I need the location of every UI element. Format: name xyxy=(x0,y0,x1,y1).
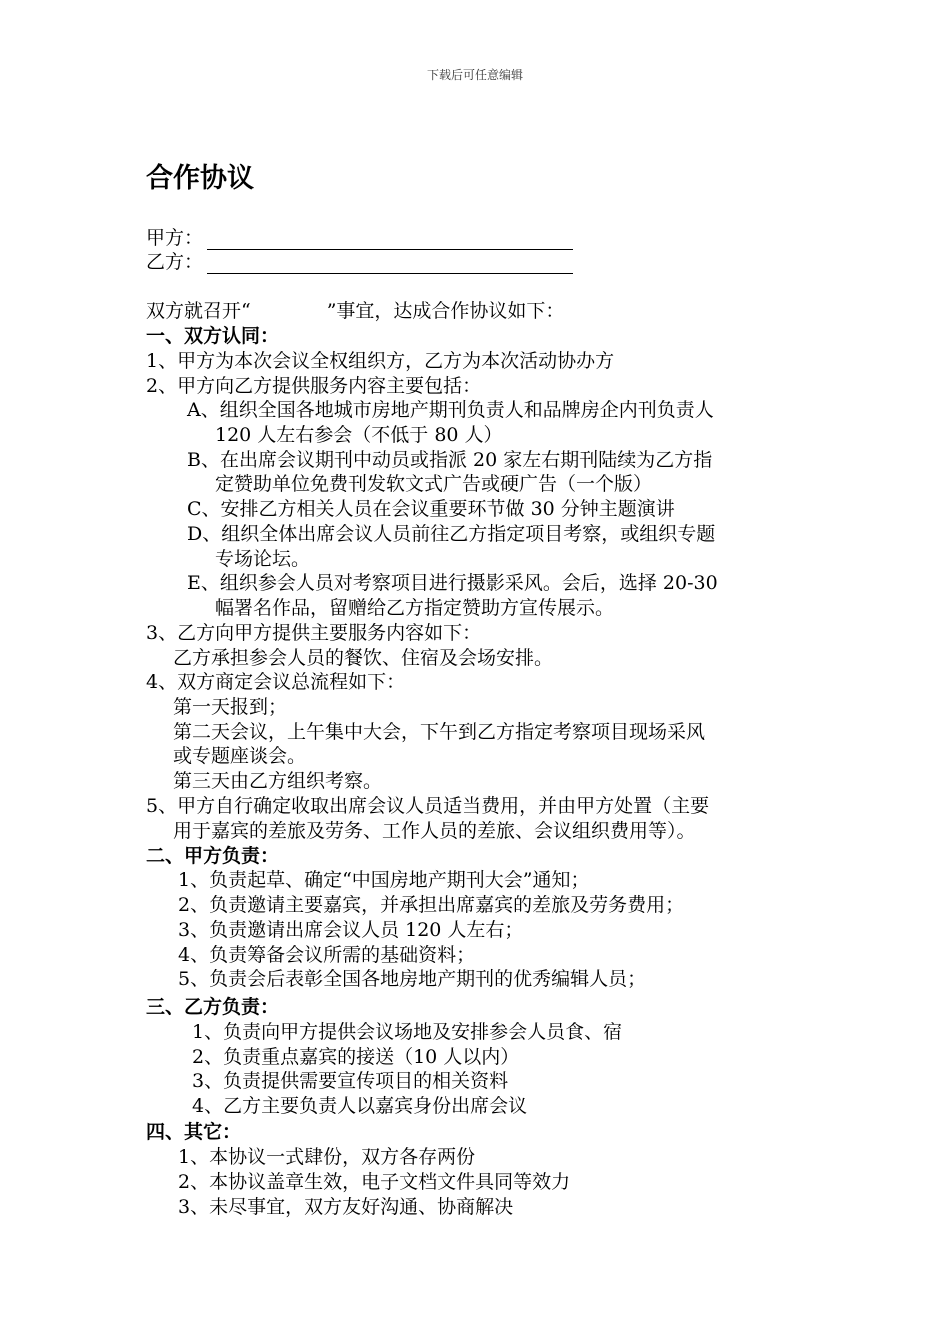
section-1-sub-d: D、组织全体出席会议人员前往乙方指定项目考察，或组织专题 xyxy=(187,523,716,545)
section-1-sub-b: B、在出席会议期刊中动员或指派 20 家左右期刊陆续为乙方指 xyxy=(187,449,713,471)
section-2-item-2: 2、负责邀请主要嘉宾，并承担出席嘉宾的差旅及劳务费用； xyxy=(178,894,685,916)
section-1-heading: 一、双方认同： xyxy=(146,325,280,347)
page-header: 下载后可任意编辑 xyxy=(426,68,523,82)
section-1-sub-a: A、组织全国各地城市房地产期刊负责人和品牌房企内刊负责人 xyxy=(187,399,714,421)
intro-text: 双方就召开“ ”事宜，达成合作协议如下： xyxy=(146,300,565,322)
section-2-item-5: 5、负责会后表彰全国各地房地产期刊的优秀编辑人员； xyxy=(178,968,647,990)
section-1-item-5: 5、甲方自行确定收取出席会议人员适当费用，并由甲方处置（主要 xyxy=(146,795,710,817)
section-1-item-5-cont: 用于嘉宾的差旅及劳务、工作人员的差旅、会议组织费用等）。 xyxy=(173,820,696,842)
party-b-label: 乙方： xyxy=(146,251,204,273)
section-4-item-3: 3、未尽事宜，双方友好沟通、协商解决 xyxy=(178,1196,514,1218)
section-4-item-1: 1、本协议一式肆份，双方各存两份 xyxy=(178,1146,476,1168)
section-3-heading: 三、乙方负责： xyxy=(146,996,280,1018)
section-3-item-4: 4、乙方主要负责人以嘉宾身份出席会议 xyxy=(192,1095,528,1117)
party-b-row xyxy=(146,250,573,274)
section-1-item-4-day1: 第一天报到； xyxy=(173,696,288,718)
party-a-row xyxy=(146,226,573,250)
party-b-blank-line xyxy=(207,255,573,274)
section-1-item-4-day2-cont: 或专题座谈会。 xyxy=(173,745,307,767)
section-1-item-4-day2: 第二天会议，上午集中大会，下午到乙方指定考察项目现场采风 xyxy=(173,721,706,743)
section-1-sub-c: C、安排乙方相关人员在会议重要环节做 30 分钟主题演讲 xyxy=(187,498,675,520)
section-1-item-4: 4、双方商定会议总流程如下： xyxy=(146,671,406,693)
section-1-sub-d-cont: 专场论坛。 xyxy=(215,548,311,570)
section-1-item-1: 1、甲方为本次会议全权组织方，乙方为本次活动协办方 xyxy=(146,350,615,372)
section-3-item-3: 3、负责提供需要宣传项目的相关资料 xyxy=(192,1070,509,1092)
party-a-label: 甲方： xyxy=(146,227,204,249)
section-2-item-3: 3、负责邀请出席会议人员 120 人左右； xyxy=(178,919,524,941)
section-1-sub-e: E、组织参会人员对考察项目进行摄影采风。会后，选择 20-30 xyxy=(187,572,718,594)
section-1-item-3-detail: 乙方承担参会人员的餐饮、住宿及会场安排。 xyxy=(173,647,554,669)
section-1-sub-a-cont: 120 人左右参会（不低于 80 人） xyxy=(215,424,503,446)
section-3-item-1: 1、负责向甲方提供会议场地及安排参会人员食、宿 xyxy=(192,1021,623,1043)
section-2-item-1: 1、负责起草、确定“中国房地产期刊大会”通知； xyxy=(178,869,590,891)
section-1-sub-e-cont: 幅署名作品，留赠给乙方指定赞助方宣传展示。 xyxy=(215,597,615,619)
section-1-item-3: 3、乙方向甲方提供主要服务内容如下： xyxy=(146,622,482,644)
section-1-item-2: 2、甲方向乙方提供服务内容主要包括： xyxy=(146,375,482,397)
section-4-item-2: 2、本协议盖章生效，电子文档文件具同等效力 xyxy=(178,1171,571,1193)
section-3-item-2: 2、负责重点嘉宾的接送（10 人以内） xyxy=(192,1046,520,1068)
section-2-item-4: 4、负责筹备会议所需的基础资料； xyxy=(178,944,476,966)
document-title: 合作协议 xyxy=(146,163,254,194)
section-1-sub-b-cont: 定赞助单位免费刊发软文式广告或硬广告（一个版） xyxy=(215,473,653,495)
section-1-item-4-day3: 第三天由乙方组织考察。 xyxy=(173,770,383,792)
party-a-blank-line xyxy=(207,231,573,250)
section-4-heading: 四、其它： xyxy=(146,1121,242,1143)
section-2-heading: 二、甲方负责： xyxy=(146,845,280,867)
